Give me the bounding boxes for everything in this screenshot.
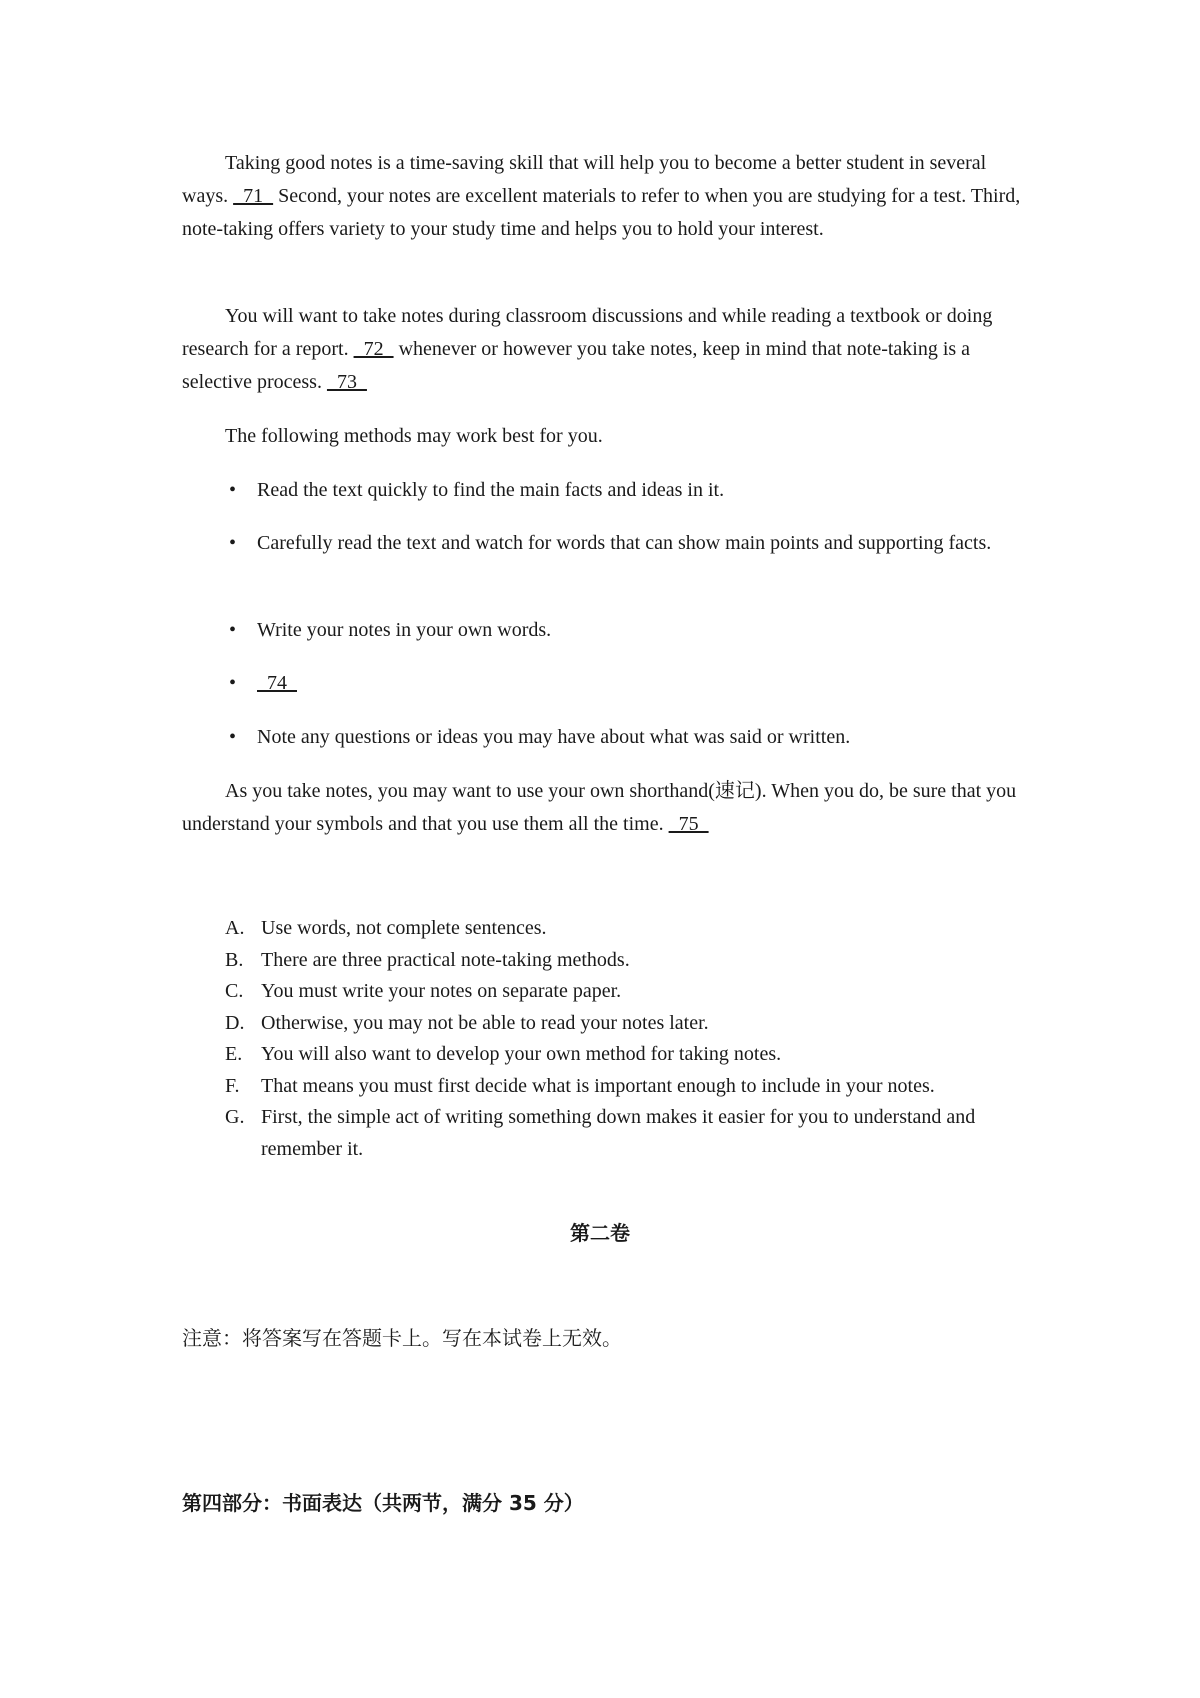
paragraph-1-text-b: Second, your notes are excellent materials to refer to when you are studying for a test. Third, note-taking offers variety to your study time and helps you to hold your interest. [182,185,1021,240]
answer-options-list [225,913,1035,1165]
option-e: E. You will also want to develop your own method for taking notes. [225,1043,782,1065]
bullet-text-1: Read the text quickly to find the main facts and ideas in it. [257,479,725,501]
bullet-text-5: Note any questions or ideas you may have about what was said or written. [257,726,851,748]
bullet-dot-icon: • [229,672,237,694]
bullet-dot-icon: • [229,479,237,501]
bullet-item-4 [229,667,1029,700]
option-a: A. Use words, not complete sentences. [225,917,547,939]
bullet-text-2: Carefully read the text and watch for words that can show main points and supporting facts. [257,532,992,554]
notice-text: 注意：将答案写在答题卡上。写在本试卷上无效。 [182,1326,622,1350]
paragraph-4 [182,774,1032,841]
option-c: C. You must write your notes on separate paper. [225,980,622,1002]
bullet-item-1 [229,474,1029,507]
section-heading: 第四部分：书面表达（共两节，满分 35 分） [182,1491,584,1515]
bullet-text-3: Write your notes in your own words. [257,619,552,641]
paragraph-4-text-a: As you take notes, you may want to use your own shorthand( [225,780,715,802]
paragraph-2-text-a: You will want to take notes during classroom discussions and while reading a textbook or doing research for a report. [182,305,993,360]
blank-72: 72 [353,338,394,360]
paragraph-1-text-a: Taking good notes is a time-saving skill that will help you to become a better student in several ways. [182,152,987,207]
bullet-dot-icon: • [229,726,237,748]
paragraph-2 [182,300,1032,399]
option-f: F. That means you must first decide what is important enough to include in your notes. [225,1074,935,1097]
bullet-item-2 [182,527,1032,560]
blank-75: 75 [668,813,709,835]
bullet-item-5 [229,721,1029,754]
paragraph-2-text-b: whenever or however you take notes, keep in mind that note-taking is a selective process. [182,338,971,393]
volume-heading: 第二卷 [570,1221,630,1245]
blank-71: 71 [233,185,274,207]
paragraph-4-text-b: ). When you do, be sure that you understand your symbols and that you use them all the time. [182,780,1017,835]
paragraph-1 [182,147,1032,246]
blank-74: 74 [257,672,297,694]
option-g: G. First, the simple act of writing something down makes it easier for you to understand and remember it. [225,1106,976,1160]
paragraph-4-chinese-term: 速记 [714,778,755,802]
bullet-dot-icon: • [229,619,237,641]
blank-73: 73 [326,371,367,393]
paragraph-3: The following methods may work best for you. [225,425,603,447]
bullet-item-3 [229,614,1029,647]
option-b: B. There are three practical note-taking methods. [225,948,630,971]
bullet-dot-icon: • [229,532,237,554]
option-d: D. Otherwise, you may not be able to read your notes later. [225,1011,709,1034]
